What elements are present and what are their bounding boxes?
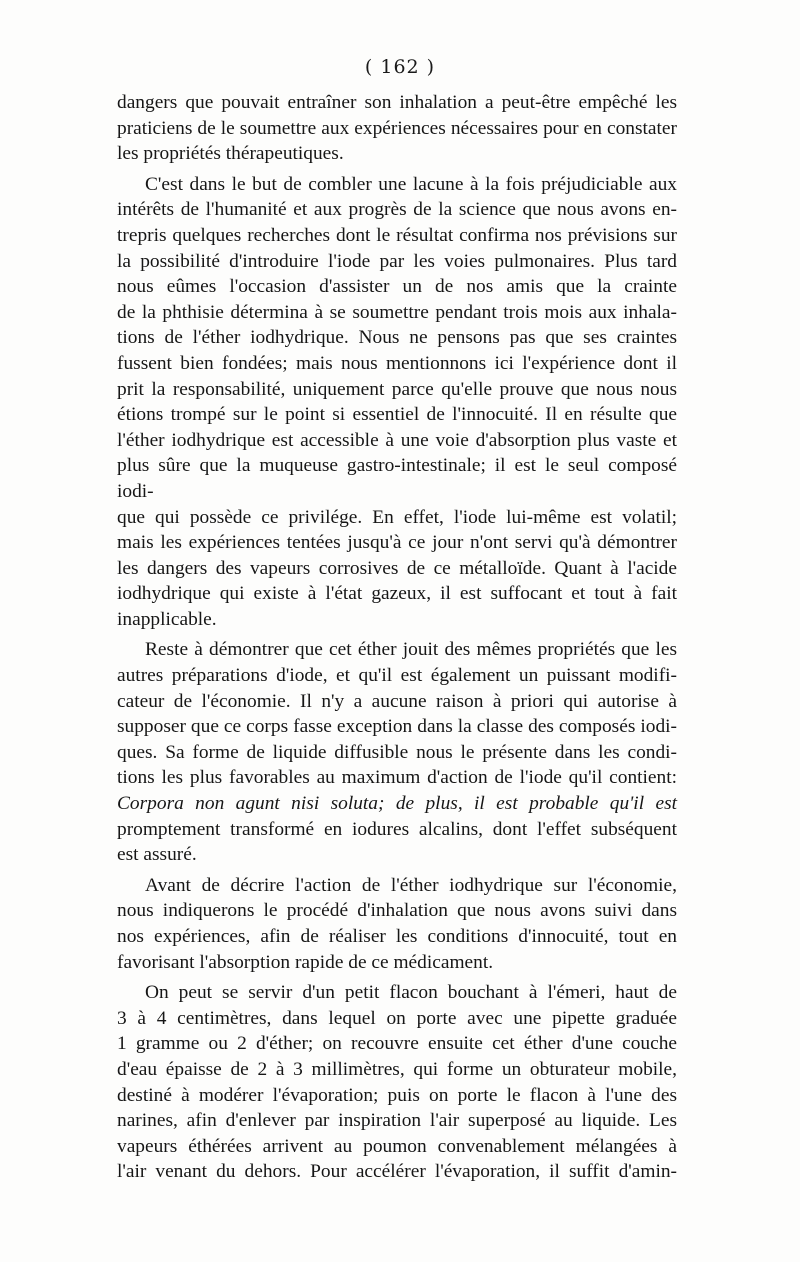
text-line: que qui possède ce privilége. En effet, l'iode lui-même est volatil; [117,506,677,528]
paragraph [117,637,677,867]
text-line: narines, afin d'enlever par inspiration l'air superposé au liquide. Les [117,1110,677,1132]
text-line: ques. Sa forme de liquide diffusible nous le présente dans les condi- [117,741,677,763]
text-line: Reste à démontrer que cet éther jouit des mêmes propriétés que les [145,639,677,661]
text-line: la possibilité d'introduire l'iode par les voies pulmonaires. Plus tard [117,250,677,272]
text-line: autres préparations d'iode, et qu'il est également un puissant modifi- [117,665,677,687]
paragraph [117,980,677,1185]
text-line: On peut se servir d'un petit flacon bouchant à l'émeri, haut de [145,982,677,1004]
text-line: inapplicable. [117,608,217,630]
text-line: étions trompé sur le point si essentiel de l'innocuité. Il en résulte que [117,404,677,426]
text-line: nous eûmes l'occasion d'assister un de nos amis que la crainte [117,276,677,298]
paragraph [117,172,677,633]
text-line: l'air venant du dehors. Pour accélérer l'évaporation, il suffit d'amin- [117,1161,677,1183]
text-line: les propriétés thérapeutiques. [117,143,344,165]
text-line: praticiens de le soumettre aux expériences nécessaires pour en constater [117,117,677,139]
text-line: C'est dans le but de combler une lacune à la fois préjudiciable aux [145,173,677,195]
text-line: fussent bien fondées; mais nous mentionnons ici l'expérience dont il [117,352,677,374]
text-line: les dangers des vapeurs corrosives de ce métalloïde. Quant à l'acide [117,557,677,579]
text-line: tions de l'éther iodhydrique. Nous ne pensons pas que ses craintes [117,327,677,349]
text-line: prit la responsabilité, uniquement parce qu'elle prouve que nous nous [117,378,677,400]
page-number: ( 162 ) [364,56,436,78]
text-line: mais les expériences tentées jusqu'à ce jour n'ont servi qu'à démontrer [117,532,677,554]
text-line: 3 à 4 centimètres, dans lequel on porte avec une pipette graduée [117,1007,677,1029]
text-line: 1 gramme ou 2 d'éther; on recouvre ensuite cet éther d'une couche [117,1033,677,1055]
text-line: tions les plus favorables au maximum d'action de l'iode qu'il contient: [117,767,677,789]
text-line: cateur de l'économie. Il n'y a aucune raison à priori qui autorise à [117,690,677,712]
text-line: Avant de décrire l'action de l'éther iodhydrique sur l'économie, [145,874,677,896]
text-line: vapeurs éthérées arrivent au poumon convenablement mélangées à [117,1135,677,1157]
paragraph [117,90,677,167]
body-text [117,90,677,1185]
text-line: dangers que pouvait entraîner son inhalation a peut-être empêché les [117,92,677,113]
text-line: d'eau épaisse de 2 à 3 millimètres, qui forme un obturateur mobile, [117,1058,677,1080]
text-line: de la phthisie détermina à se soumettre pendant trois mois aux inhala- [117,301,677,323]
text-line: promptement transformé en iodures alcalins, dont l'effet subséquent [117,818,677,840]
text-line: Corpora non agunt nisi soluta; de plus, il est probable qu'il est [117,793,677,815]
text-line: destiné à modérer l'évaporation; puis on porte le flacon à l'une des [117,1084,677,1106]
text-line: favorisant l'absorption rapide de ce médicament. [117,951,494,973]
text-line: l'éther iodhydrique est accessible à une voie d'absorption plus vaste et [117,429,677,451]
text-line: plus sûre que la muqueuse gastro-intestinale; il est le seul composé iodi- [117,455,677,502]
text-line: supposer que ce corps fasse exception dans la classe des composés iodi- [117,716,677,738]
text-line: nos expériences, afin de réaliser les conditions d'innocuité, tout en [117,926,677,947]
text-line: iodhydrique qui existe à l'état gazeux, il est suffocant et tout à fait [117,583,677,605]
paragraph [117,873,677,975]
text-line: trepris quelques recherches dont le résultat confirma nos prévisions sur [117,224,677,246]
text-line: nous indiquerons le procédé d'inhalation que nous avons suivi dans [117,900,677,922]
text-line: est assuré. [117,844,197,866]
text-line: intérêts de l'humanité et aux progrès de la science que nous avons en- [117,199,677,221]
